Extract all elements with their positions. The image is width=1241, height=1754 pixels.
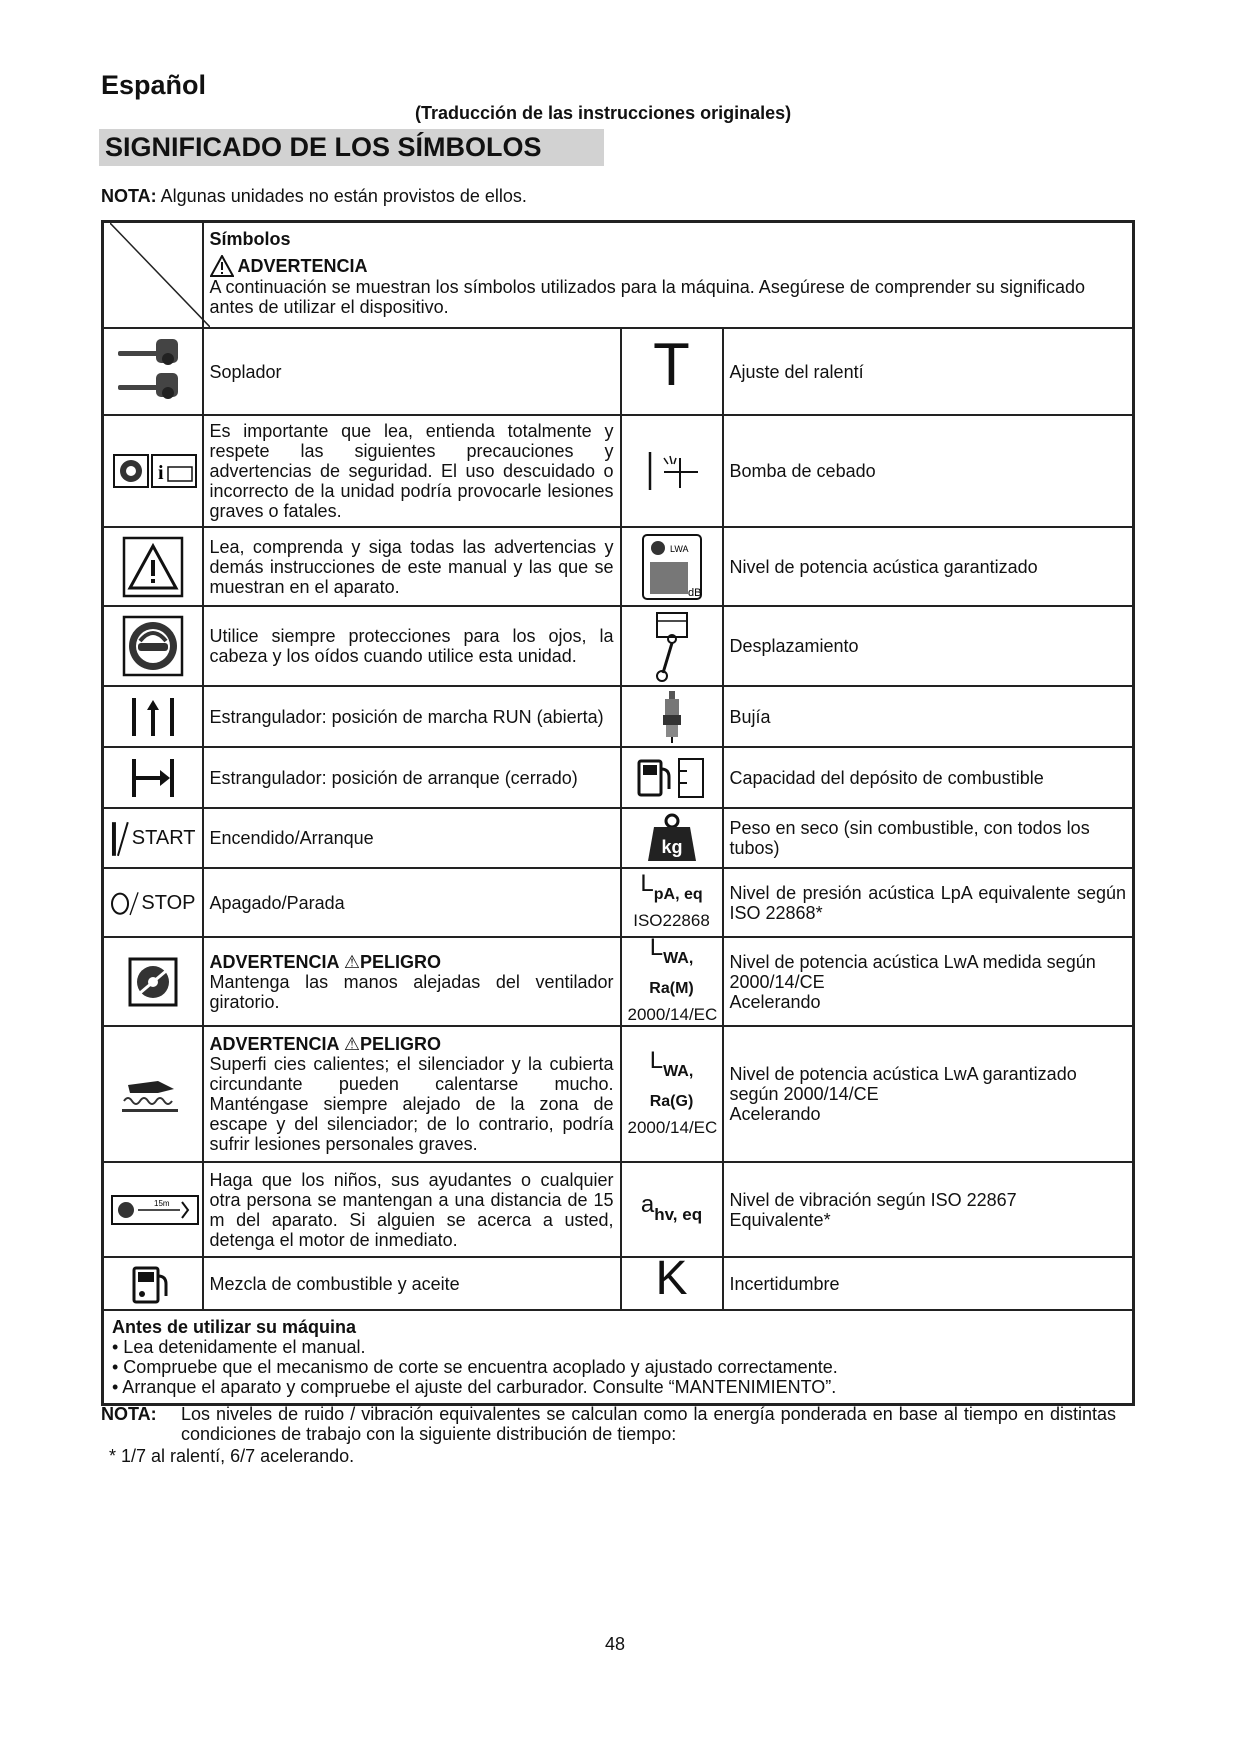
primer-bulb-icon-cell	[621, 415, 723, 527]
symbol-main: L	[640, 870, 654, 897]
row-description: Utilice siempre protecciones para los ojos, la cabeza y los oídos cuando utilice esta unidad.	[203, 606, 621, 686]
start-icon-label: START	[131, 827, 196, 849]
keep-distance-icon	[110, 1192, 200, 1228]
page-number: 48	[605, 1634, 626, 1654]
sound-power-icon-label: LWA	[669, 543, 689, 554]
sound-pressure-symbol	[628, 870, 716, 931]
row-description: Nivel de presión acústica LpA equivalente según ISO 22868*	[723, 868, 1134, 937]
row-description: Ajuste del ralentí	[723, 328, 1134, 415]
table-row	[103, 415, 1134, 527]
hot-surface-icon-cell	[103, 1026, 203, 1162]
table-row	[103, 328, 1134, 415]
warning-triangle-icon	[210, 255, 234, 277]
rotating-fan-icon	[128, 957, 178, 1007]
row-description: Soplador	[203, 328, 621, 415]
row-description: Es importante que lea, entienda totalmente y respete las siguientes precauciones y advertencias de seguridad. El uso descuidado o incorrecto de la unidad podría provocarle lesiones graves o fatales.	[203, 415, 621, 527]
stop-icon-label: STOP	[141, 891, 196, 914]
row-description	[203, 1026, 621, 1162]
fuel-mix-icon-cell	[103, 1257, 203, 1310]
symbol-subscript: WA, Ra(G)	[649, 1062, 694, 1110]
fan-warning-icon-cell	[103, 937, 203, 1026]
symbol-reference: 2000/14/EC	[627, 1005, 718, 1024]
table-row	[103, 868, 1134, 937]
row-description: Estrangulador: posición de arranque (cerrado)	[203, 747, 621, 808]
slash-icon	[110, 818, 130, 858]
table-header-row	[103, 222, 1134, 329]
symbol-subscript: hv, eq	[654, 1204, 703, 1224]
distance-label: 15m	[154, 1198, 170, 1208]
symbol-subscript: pA, eq	[653, 886, 703, 903]
protection-icon-cell	[103, 606, 203, 686]
vibration-icon-cell	[621, 1162, 723, 1257]
sound-power-guaranteed-icon-cell	[621, 1026, 723, 1162]
symbol-reference: ISO22868	[633, 911, 710, 930]
note-text: Algunas unidades no están provistos de ellos.	[156, 186, 527, 206]
row-description: Bujía	[723, 686, 1134, 747]
table-row	[103, 808, 1134, 868]
displacement-icon-cell	[621, 606, 723, 686]
table-row	[103, 1026, 1134, 1162]
list-item: • Lea detenidamente el manual.	[112, 1337, 366, 1357]
sound-power-measured-icon-cell	[621, 934, 723, 1026]
row-description: Nivel de potencia acústica LwA garantizado según 2000/14/CE Acelerando	[723, 1026, 1134, 1162]
section-title: SIGNIFICADO DE LOS SÍMBOLOS	[99, 129, 604, 166]
keep-distance-icon-cell	[103, 1162, 203, 1257]
choke-start-icon-cell	[103, 747, 203, 808]
danger-heading: ADVERTENCIA ⚠PELIGRO	[209, 1034, 441, 1054]
row-description: Lea, comprenda y siga todas las advertencias y demás instrucciones de este manual y las que se muestran en el aparato.	[203, 527, 621, 606]
sound-pressure-icon-cell	[621, 868, 723, 937]
vibration-symbol	[628, 1190, 716, 1225]
table-row	[103, 747, 1134, 808]
row-description: Mezcla de combustible y aceite	[203, 1257, 621, 1310]
spark-plug-icon	[657, 689, 687, 745]
bottom-note	[101, 1404, 1121, 1466]
table-row	[103, 937, 1134, 1026]
row-description: Haga que los niños, sus ayudantes o cualquier otra persona se mantengan a una distancia de 15 m del aparato. Si alguien se acerca a usted, detenga el motor de inmediato.	[203, 1162, 621, 1257]
symbols-title: Símbolos	[209, 229, 291, 249]
warning-triangle-icon	[122, 536, 184, 598]
header-content-cell	[203, 222, 1134, 329]
diagonal-line	[110, 223, 210, 327]
read-manual-icon-cell	[103, 415, 203, 527]
warning-read-icon-cell	[103, 527, 203, 606]
table-row	[103, 686, 1134, 747]
row-description: Capacidad del depósito de combustible	[723, 747, 1134, 808]
symbol-main: a	[640, 1190, 655, 1218]
row-description: Apagado/Parada	[203, 868, 621, 937]
symbol-main: L	[649, 934, 664, 961]
language-heading: Español	[101, 70, 207, 100]
note-label: NOTA:	[101, 186, 157, 206]
note-text: Los niveles de ruido / vibración equivalentes se calculan como la energía ponderada en base al tiempo en distintas condiciones de trabajo con la siguiente distribución de tiempo:	[181, 1404, 1116, 1444]
fuel-mix-icon	[130, 1262, 176, 1306]
hot-surface-icon	[118, 1071, 188, 1117]
sound-power-icon-unit: dB	[687, 586, 701, 599]
stop-icon-cell	[103, 868, 203, 937]
row-description: Nivel de potencia acústica garantizado	[723, 527, 1134, 606]
idle-adjust-icon: T	[653, 330, 690, 398]
piston-icon	[649, 609, 695, 683]
sound-power-icon	[640, 532, 704, 602]
sound-power-icon-cell	[621, 527, 723, 606]
choke-run-icon-cell	[103, 686, 203, 747]
row-description: Desplazamiento	[723, 606, 1134, 686]
row-description: Peso en seco (sin combustible, con todos los tubos)	[723, 808, 1134, 868]
top-note	[101, 186, 527, 207]
header-text: A continuación se muestran los símbolos utilizados para la máquina. Asegúrese de comprender su significado antes de utilizar el dispositivo.	[209, 277, 1085, 317]
warning-label: ADVERTENCIA	[237, 256, 368, 276]
row-description	[203, 937, 621, 1026]
weight-icon-label: kg	[660, 837, 683, 857]
list-item: • Compruebe que el mecanismo de corte se encuentra acoplado y ajustado correctamente.	[112, 1357, 838, 1377]
sound-power-measured-symbol	[627, 934, 718, 1025]
row-description: Nivel de vibración según ISO 22867 Equivalente*	[723, 1162, 1134, 1257]
blower-icon	[110, 333, 200, 411]
table-row	[103, 527, 1134, 606]
weight-icon	[644, 811, 700, 865]
svg-text:i: i	[158, 462, 164, 484]
read-manual-icon	[110, 451, 200, 491]
table-row	[103, 1257, 1134, 1310]
circle-slash-icon	[110, 883, 139, 923]
symbol-main: L	[649, 1046, 664, 1074]
danger-text: Superfi cies calientes; el silenciador y la cubierta circundante pueden calentarse mucho. Manténgase siempre alejado de la zona de escape y del silenciador; de lo contrario, podría sufrir lesiones personales graves.	[209, 1054, 614, 1154]
symbol-subscript: WA, Ra(M)	[649, 950, 694, 997]
uncertainty-icon-cell	[621, 1252, 723, 1310]
idle-adjust-icon-cell	[621, 328, 723, 415]
row-description: Incertidumbre	[723, 1257, 1134, 1310]
uncertainty-icon: K	[655, 1252, 688, 1305]
note-label: NOTA:	[101, 1404, 157, 1424]
blower-icon-cell	[103, 328, 203, 415]
header-diagonal-cell	[103, 222, 203, 329]
sound-power-guaranteed-symbol	[627, 1046, 718, 1138]
table-footer-row	[103, 1310, 1134, 1405]
symbol-reference: 2000/14/EC	[627, 1117, 718, 1137]
start-icon	[110, 818, 196, 858]
table-row	[103, 1162, 1134, 1257]
table-row	[103, 606, 1134, 686]
fuel-tank-icon-cell	[621, 747, 723, 808]
stop-icon	[110, 883, 196, 923]
choke-start-icon	[128, 755, 178, 801]
before-use-cell	[103, 1310, 1134, 1405]
primer-bulb-icon	[642, 448, 702, 494]
document-subtitle: (Traducción de las instrucciones originales)	[415, 103, 792, 123]
list-item: • Arranque el aparato y compruebe el ajuste del carburador. Consulte “MANTENIMIENTO”.	[112, 1377, 837, 1397]
symbols-table	[101, 220, 1135, 1406]
row-description: Nivel de potencia acústica LwA medida según 2000/14/CE Acelerando	[723, 937, 1134, 1026]
row-description: Bomba de cebado	[723, 415, 1134, 527]
note-footnote: * 1/7 al ralentí, 6/7 acelerando.	[109, 1446, 355, 1466]
row-description: Encendido/Arranque	[203, 808, 621, 868]
fuel-tank-icon	[635, 755, 709, 801]
choke-run-icon	[128, 694, 178, 740]
weight-icon-cell	[621, 808, 723, 868]
start-icon-cell	[103, 808, 203, 868]
danger-heading: ADVERTENCIA ⚠PELIGRO	[209, 951, 441, 972]
spark-plug-icon-cell	[621, 686, 723, 747]
row-description: Estrangulador: posición de marcha RUN (abierta)	[203, 686, 621, 747]
helmet-protection-icon	[122, 615, 184, 677]
danger-text: Mantenga las manos alejadas del ventilador giratorio.	[209, 971, 614, 1012]
before-use-title: Antes de utilizar su máquina	[112, 1317, 357, 1337]
